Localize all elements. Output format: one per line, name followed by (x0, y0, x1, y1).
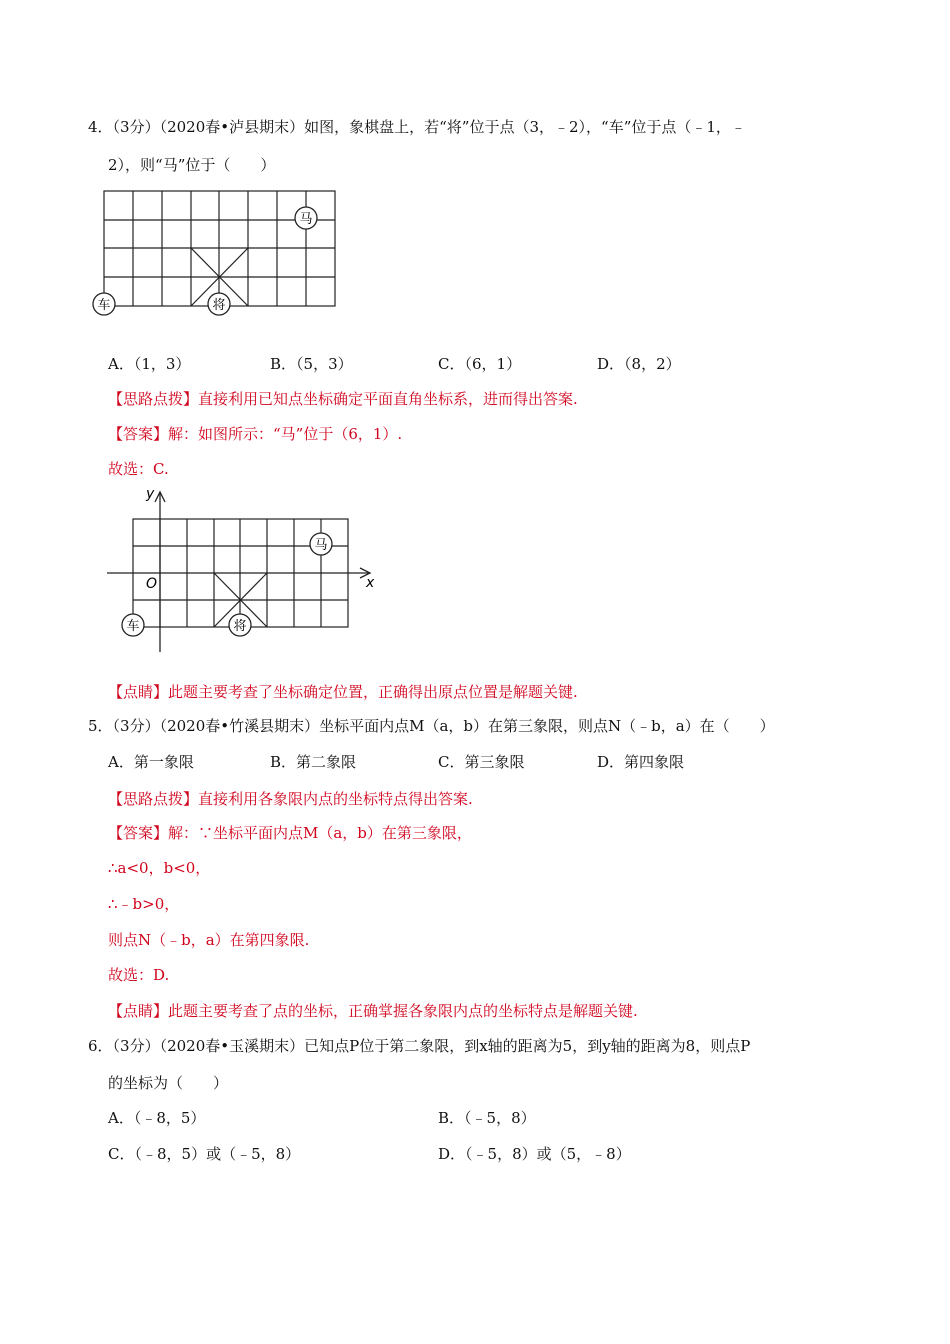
q4-coordinate-figure (100, 482, 385, 654)
q6-stem-line1: 6．（3分）（2020春•玉溪期末）已知点P位于第二象限，到x轴的距离为5，到y轴的距离为8，则点P (88, 1037, 751, 1055)
y-axis-label: y (146, 486, 155, 502)
q5-option-d: D．第四象限 (597, 753, 685, 771)
q5-hint: 【思路点拨】直接利用各象限内点的坐标特点得出答案. (108, 790, 473, 808)
q4-answer: 【答案】解：如图所示：“马”位于（6，1）. (108, 425, 403, 443)
q4-choice: 故选：C. (108, 460, 169, 478)
piece-ma (295, 207, 317, 229)
piece-ma-label: 马 (314, 538, 328, 553)
q5-step3: 则点N（﹣b，a）在第四象限. (108, 931, 310, 949)
x-axis-label: x (366, 575, 375, 591)
q4-hint: 【思路点拨】直接利用已知点坐标确定平面直角坐标系，进而得出答案. (108, 390, 578, 408)
q5-stem: 5．（3分）（2020春•竹溪县期末）坐标平面内点M（a，b）在第三象限，则点N（﹣b，a）在（ ） (88, 717, 775, 735)
piece-ma-label: 马 (299, 212, 313, 227)
q4-chessboard-figure (85, 185, 345, 320)
piece-jiang (208, 293, 230, 315)
q6-option-b: B．（﹣5，8） (438, 1109, 536, 1127)
q6-option-d: D．（﹣5，8）或（5，﹣8） (438, 1145, 631, 1163)
q6-stem-line2: 的坐标为（ ） (108, 1074, 229, 1092)
q4-option-a: A．（1，3） (108, 355, 191, 373)
q5-option-b: B．第二象限 (270, 753, 357, 771)
piece-jiang-label: 将 (212, 298, 226, 313)
q5-option-c: C．第三象限 (438, 753, 525, 771)
piece-che-label: 车 (97, 298, 111, 313)
piece-che-label: 车 (126, 619, 140, 634)
q5-step2: ∴﹣b>0， (108, 895, 180, 913)
q4-option-b: B．（5，3） (270, 355, 353, 373)
q5-step1: ∴a<0，b<0， (108, 859, 211, 877)
q4-stem-line1: 4．（3分）（2020春•泸县期末）如图，象棋盘上，若“将”位于点（3，﹣2），“车”位于点（﹣1，﹣ (88, 118, 746, 136)
q5-comment: 【点睛】此题主要考查了点的坐标，正确掌握各象限内点的坐标特点是解题关键. (108, 1002, 638, 1020)
q4-comment: 【点睛】此题主要考查了坐标确定位置，正确得出原点位置是解题关键. (108, 683, 578, 701)
piece-jiang (229, 614, 251, 636)
piece-che (122, 614, 144, 636)
origin-label: O (146, 576, 158, 592)
q5-option-a: A．第一象限 (108, 753, 194, 771)
piece-che (93, 293, 115, 315)
q5-choice: 故选：D. (108, 966, 170, 984)
q6-option-c: C．（﹣8，5）或（﹣5，8） (108, 1145, 301, 1163)
q4-stem-line2: 2），则“马”位于（ ） (108, 156, 276, 174)
q5-answer: 【答案】解：∵坐标平面内点M（a，b）在第三象限， (108, 824, 472, 842)
q4-option-d: D．（8，2） (597, 355, 681, 373)
q4-option-c: C．（6，1） (438, 355, 522, 373)
q6-option-a: A．（﹣8，5） (108, 1109, 206, 1127)
piece-jiang-label: 将 (233, 619, 247, 634)
piece-ma (310, 533, 332, 555)
